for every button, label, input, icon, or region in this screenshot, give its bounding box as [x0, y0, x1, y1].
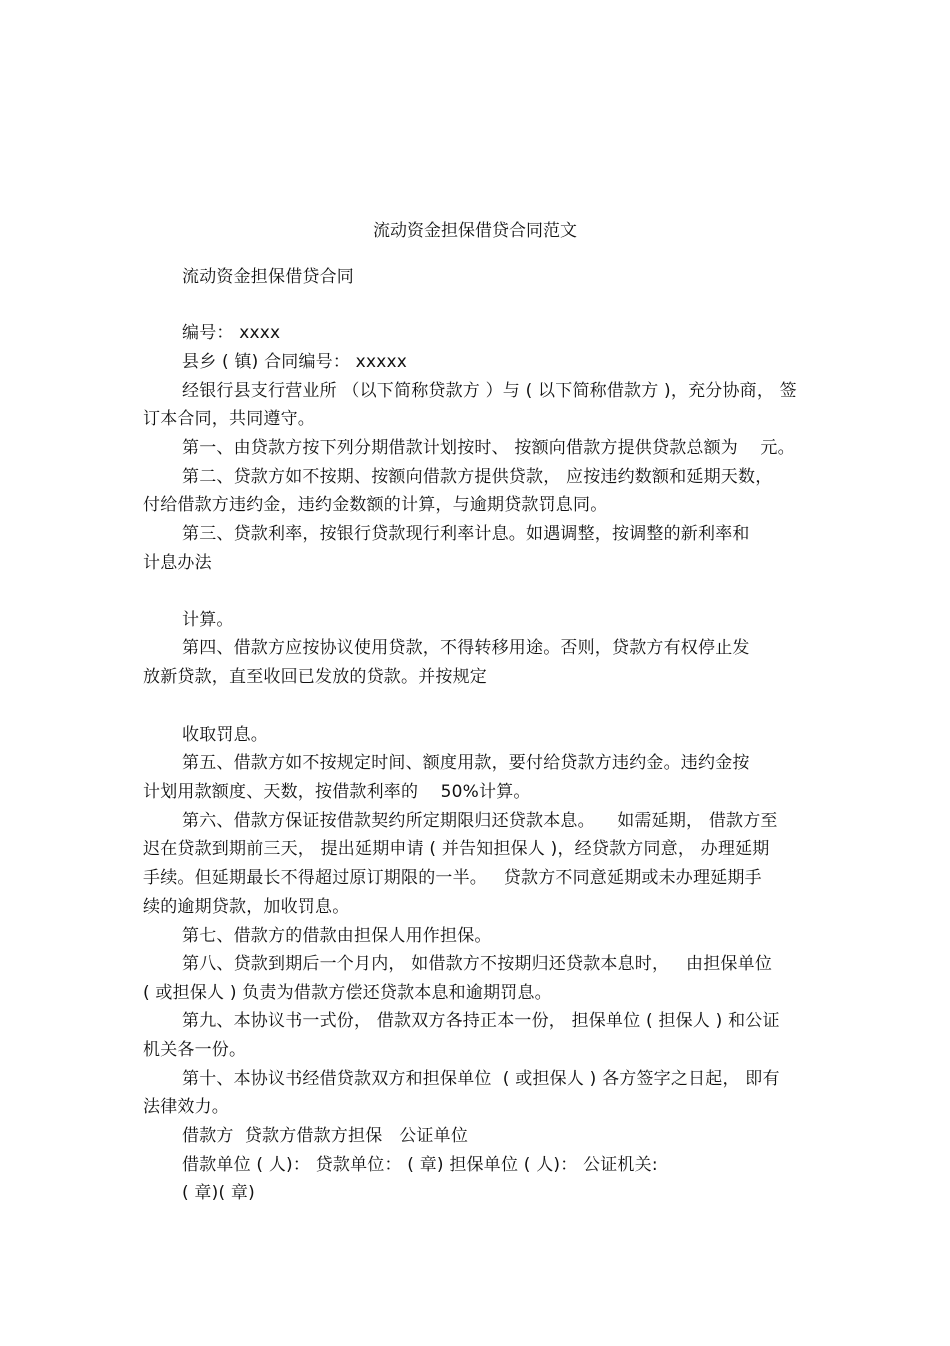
- body-line: 计息办法: [143, 553, 212, 573]
- body-line: 第二、贷款方如不按期、按额向借款方提供贷款， 应按违约数额和延期天数，: [182, 467, 773, 487]
- body-line: 第七、借款方的借款由担保人用作担保。: [182, 926, 492, 946]
- signature-units-line: 借款单位 ( 人)： 贷款单位： ( 章) 担保单位 ( 人)： 公证机关:: [182, 1155, 658, 1175]
- body-line: 第三、贷款利率，按银行贷款现行利率计息。如遇调整，按调整的新利率和: [182, 524, 750, 544]
- body-line: 第一、由贷款方按下列分期借款计划按时、 按额向借款方提供贷款总额为 元。: [182, 438, 795, 458]
- body-line: 机关各一份。: [143, 1040, 247, 1060]
- document-subtitle: 流动资金担保借贷合同: [182, 267, 354, 287]
- body-line: 第十、本协议书经借贷款双方和担保单位 ( 或担保人 ) 各方签字之日起， 即有: [182, 1069, 780, 1089]
- body-line: 第四、借款方应按协议使用贷款，不得转移用途。否则，贷款方有权停止发: [182, 638, 750, 658]
- body-line: 计划用款额度、天数，按借款利率的 50%计算。: [143, 782, 531, 802]
- body-line: 放新贷款，直至收回已发放的贷款。并按规定: [143, 667, 487, 687]
- seal-line: ( 章)( 章): [182, 1183, 255, 1203]
- signature-parties-line: 借款方 贷款方借款方担保 公证单位: [182, 1126, 469, 1146]
- document-title: 流动资金担保借贷合同范文: [373, 221, 577, 241]
- body-line: 第八、贷款到期后一个月内， 如借款方不按期归还贷款本息时， 由担保单位: [182, 954, 773, 974]
- body-line: 第九、本协议书一式份， 借款双方各持正本一份， 担保单位 ( 担保人 ) 和公证: [182, 1011, 780, 1031]
- body-line: 收取罚息。: [182, 725, 268, 745]
- body-line: 第五、借款方如不按规定时间、额度用款，要付给贷款方违约金。违约金按: [182, 753, 750, 773]
- body-line: 付给借款方违约金，违约金数额的计算，与逾期贷款罚息同。: [143, 495, 608, 515]
- body-line: 计算。: [182, 610, 234, 630]
- county-number-line: 县乡 ( 镇) 合同编号： xxxxx: [182, 352, 407, 372]
- body-line: 手续。但延期最长不得超过原订期限的一半。 贷款方不同意延期或未办理延期手: [143, 868, 762, 888]
- body-line: ( 或担保人 ) 负责为借款方偿还贷款本息和逾期罚息。: [143, 983, 552, 1003]
- body-line: 第六、借款方保证按借款契约所定期限归还贷款本息。 如需延期， 借款方至: [182, 811, 778, 831]
- body-line: 迟在贷款到期前三天， 提出延期申请 ( 并告知担保人 )，经贷款方同意， 办理延期: [143, 839, 770, 859]
- body-line: 经银行县支行营业所 （以下简称贷款方 ）与 ( 以下简称借款方 )，充分协商， 签: [182, 381, 797, 401]
- body-line: 法律效力。: [143, 1097, 229, 1117]
- body-line: 订本合同，共同遵守。: [143, 409, 315, 429]
- number-line: 编号： xxxx: [182, 323, 281, 343]
- body-line: 续的逾期贷款，加收罚息。: [143, 897, 350, 917]
